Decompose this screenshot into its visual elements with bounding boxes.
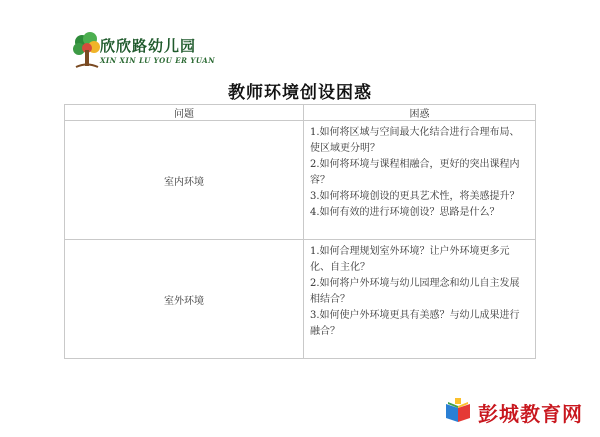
confusion-line: 容？: [310, 175, 330, 186]
page-title: 教师环境创设困惑: [228, 83, 372, 103]
confusion-line: 融合？: [310, 326, 340, 337]
logo-name-en: XIN XIN LU YOU ER YUAN: [100, 56, 216, 65]
confusion-line: 3.如何将环境创设的更具艺术性，将美感提升？: [310, 191, 520, 202]
watermark-logo: [444, 396, 594, 426]
confusion-line: 1.如何合理规划室外环境？让户外环境更多元: [310, 246, 510, 257]
confusion-line: 3.如何使户外环境更具有美感？与幼儿成果进行: [310, 310, 520, 321]
header-question: 问题: [65, 105, 304, 121]
open-book-icon: [444, 396, 472, 424]
table-row: [65, 121, 536, 240]
confusion-line: 1.如何将区域与空间最大化结合进行合理布局、: [310, 127, 520, 138]
header-confusion: 困惑: [304, 105, 536, 121]
confusion-line: 4.如何有效的进行环境创设？思路是什么？: [310, 207, 500, 218]
table-header-row: [65, 105, 536, 121]
table-row: [65, 240, 536, 359]
row-confusion-list: [304, 240, 536, 359]
confusion-line: 使区域更分明？: [310, 143, 380, 154]
logo-name-cn: 欣欣路幼儿园: [100, 37, 197, 55]
confusion-line: 2.如何将环境与课程相融合，更好的突出课程内: [310, 159, 520, 170]
row-confusion-list: [304, 121, 536, 240]
row-topic: 室外环境: [65, 240, 304, 359]
confusion-line: 2.如何将户外环境与幼儿园理念和幼儿自主发展: [310, 278, 520, 289]
confusion-line: 化、自主化？: [310, 262, 370, 273]
confusion-line: 相结合？: [310, 294, 350, 305]
confusion-table: [64, 104, 536, 359]
row-topic: 室内环境: [65, 121, 304, 240]
kindergarten-logo: [70, 30, 216, 72]
watermark-brand-text: 彭城教育网: [478, 402, 583, 426]
